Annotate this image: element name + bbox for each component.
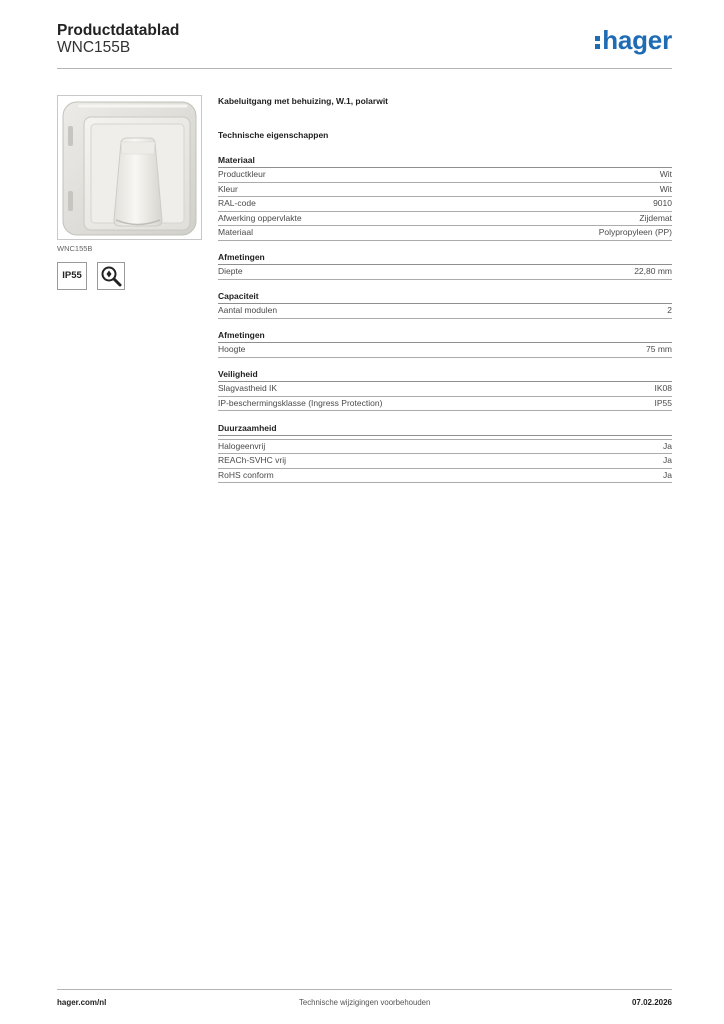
section-title: Veiligheid (218, 368, 672, 382)
spec-label: Afwerking oppervlakte (218, 212, 302, 223)
spec-label: Hoogte (218, 344, 246, 354)
spec-label: Halogeenvrij (218, 440, 266, 451)
header-divider (57, 68, 672, 69)
spec-row (218, 382, 672, 397)
footer-disclaimer: Technische wijzigingen voorbehouden (299, 998, 431, 1007)
spec-section-afmetingen-diepte (218, 251, 672, 280)
inspection-badge (97, 262, 125, 290)
spec-value: 2 (667, 305, 672, 315)
spec-section-duurzaamheid (218, 422, 672, 484)
spec-label: Kleur (218, 183, 238, 194)
section-title: Materiaal (218, 154, 672, 168)
product-photo (58, 96, 201, 239)
spec-section-materiaal (218, 154, 672, 241)
cable-outlet-hood (114, 138, 162, 226)
spec-row (218, 343, 672, 358)
spec-row (218, 454, 672, 469)
spec-value: Zijdemat (639, 212, 672, 223)
spec-section-capaciteit (218, 290, 672, 319)
spec-value: IP55 (654, 397, 672, 408)
spec-row (218, 304, 672, 319)
spec-heading: Technische eigenschappen (218, 130, 329, 140)
spec-label: Aantal modulen (218, 305, 278, 315)
logo-dot (595, 36, 600, 41)
spec-row (218, 226, 672, 241)
ip-rating-badge: IP55 (57, 262, 87, 290)
spec-value: Wit (659, 169, 672, 179)
spec-label: Diepte (218, 266, 243, 276)
spec-row (218, 469, 672, 484)
logo-colon-mark (595, 26, 600, 55)
footer-divider (57, 989, 672, 990)
spec-value: Ja (663, 455, 672, 465)
section-title: Duurzaamheid (218, 422, 672, 436)
spec-value: Polypropyleen (PP) (598, 227, 672, 237)
spec-label: RoHS conform (218, 469, 274, 480)
spec-value: Ja (663, 440, 672, 451)
spec-value: IK08 (654, 383, 672, 393)
spec-row (218, 397, 672, 412)
website-link[interactable]: hager.com/nl (57, 998, 107, 1007)
product-description: Kabeluitgang met behuizing, W.1, polarwit (218, 96, 389, 106)
spec-row (218, 168, 672, 183)
spec-label: REACh-SVHC vrij (218, 455, 287, 465)
page-title: Productdatablad (57, 22, 180, 39)
spec-label: RAL-code (218, 198, 256, 208)
spec-label: IP-beschermingsklasse (Ingress Protection) (218, 397, 383, 408)
product-code: WNC155B (57, 39, 131, 56)
image-caption: WNC155B (57, 244, 93, 253)
spec-section-afmetingen-hoogte (218, 329, 672, 358)
spec-row (218, 265, 672, 280)
spec-label: Materiaal (218, 227, 253, 237)
spec-value: 75 mm (646, 344, 672, 354)
spec-row (218, 212, 672, 227)
spec-value: 9010 (653, 198, 672, 208)
spec-label: Slagvastheid IK (218, 383, 278, 393)
logo-dot (595, 44, 600, 49)
spec-section-veiligheid (218, 368, 672, 411)
spec-row (218, 183, 672, 198)
spec-label: Productkleur (218, 169, 266, 179)
hager-logo (595, 26, 672, 55)
logo-text: hager (602, 25, 672, 55)
spec-value: Ja (663, 469, 672, 480)
spec-value: 22,80 mm (634, 266, 672, 276)
section-title: Afmetingen (218, 329, 672, 343)
section-title: Capaciteit (218, 290, 672, 304)
magnifier-icon (98, 263, 124, 289)
spec-row (218, 197, 672, 212)
product-image (57, 95, 202, 240)
footer-date: 07.02.2026 (631, 998, 672, 1007)
spec-row (218, 440, 672, 455)
spec-value: Wit (659, 183, 672, 194)
spec-column (218, 94, 672, 483)
section-title: Afmetingen (218, 251, 672, 265)
